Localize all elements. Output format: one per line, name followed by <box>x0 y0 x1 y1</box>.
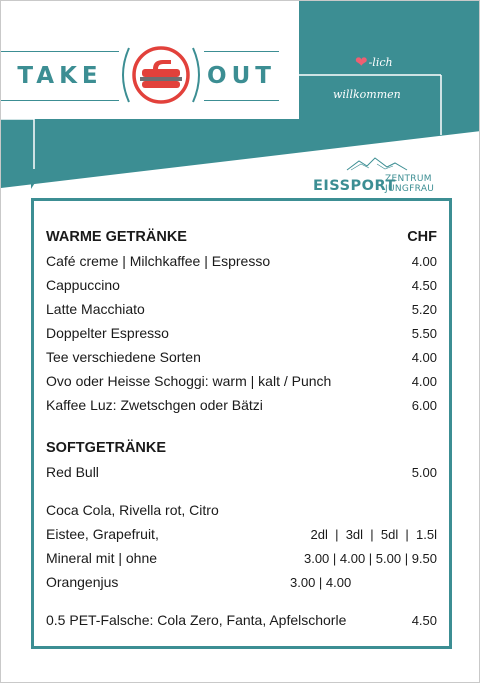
menu-group-title: Coca Cola, Rivella rot, Citro <box>46 502 219 518</box>
menu-item <box>46 462 437 482</box>
menu-item-price: 6.00 <box>411 397 437 413</box>
menu-item-price: 5.50 <box>411 325 437 341</box>
menu-item-name: Ovo oder Heisse Schoggi: warm | kalt / Punch <box>46 373 332 389</box>
menu-item <box>46 610 437 630</box>
soft-drinks-header <box>46 438 437 458</box>
brand-name-main: EISSPORT <box>313 178 396 194</box>
menu-item-name: Café creme | Milchkaffee | Espresso <box>46 253 271 269</box>
menu-item <box>46 371 437 391</box>
soft-drinks-title: SOFTGETRÄNKE <box>46 440 167 456</box>
menu-item <box>46 251 437 271</box>
menu-item <box>46 347 437 367</box>
menu-item-name: Mineral mit | ohne <box>46 550 158 566</box>
menu-item-name: Kaffee Luz: Zwetschgen oder Bätzi <box>46 397 263 413</box>
curling-stone-icon <box>119 43 203 107</box>
menu-item-price: 5.20 <box>411 301 437 317</box>
menu-item-price: 4.00 <box>411 349 437 365</box>
eissport-zentrum-logo <box>311 156 451 201</box>
warm-drinks-title: WARME GETRÄNKE <box>46 229 187 245</box>
welcome-text: willkommen <box>333 88 401 101</box>
heart-suffix: -lich <box>368 55 393 69</box>
menu-item <box>46 275 437 295</box>
menu-item-price: 4.50 <box>411 277 437 293</box>
menu-item <box>46 548 437 568</box>
menu-item-price: 3.00 | 4.00 <box>290 574 352 590</box>
menu-item <box>46 524 437 544</box>
menu-item <box>46 323 437 343</box>
menu-item <box>46 572 437 592</box>
menu-item-price: 4.50 <box>411 612 437 628</box>
out-label: OUT <box>204 51 279 101</box>
menu-item-name: 0.5 PET-Falsche: Cola Zero, Fanta, Apfelschorle <box>46 612 347 628</box>
heart-lich-text <box>355 53 393 71</box>
currency-label: CHF <box>407 229 437 245</box>
menu-item-name: Doppelter Espresso <box>46 325 169 341</box>
warm-drinks-header <box>46 227 437 247</box>
menu-item-name: Orangenjus <box>46 574 119 590</box>
heart-icon: ❤ <box>355 53 368 71</box>
menu-item-name: Tee verschiedene Sorten <box>46 349 201 365</box>
menu-item-price: 3.00 | 4.00 | 5.00 | 9.50 <box>303 550 437 566</box>
size-options: 2dl | 3dl | 5dl | 1.5l <box>310 526 437 542</box>
menu-item-name: Eistee, Grapefruit, <box>46 526 159 542</box>
menu-item <box>46 299 437 319</box>
menu-item-name: Cappuccino <box>46 277 120 293</box>
menu-item <box>46 500 437 520</box>
menu-item-name: Latte Macchiato <box>46 301 145 317</box>
menu-item-price: 5.00 <box>411 464 437 480</box>
brand-name-line2: JUNGFRAU <box>385 184 435 194</box>
menu-item-price: 4.00 <box>411 373 437 389</box>
brand-name-line1: ZENTRUM <box>385 174 432 184</box>
take-label: TAKE <box>1 51 119 101</box>
menu-item-price: 4.00 <box>411 253 437 269</box>
menu-item-name: Red Bull <box>46 464 99 480</box>
menu-item <box>46 395 437 415</box>
